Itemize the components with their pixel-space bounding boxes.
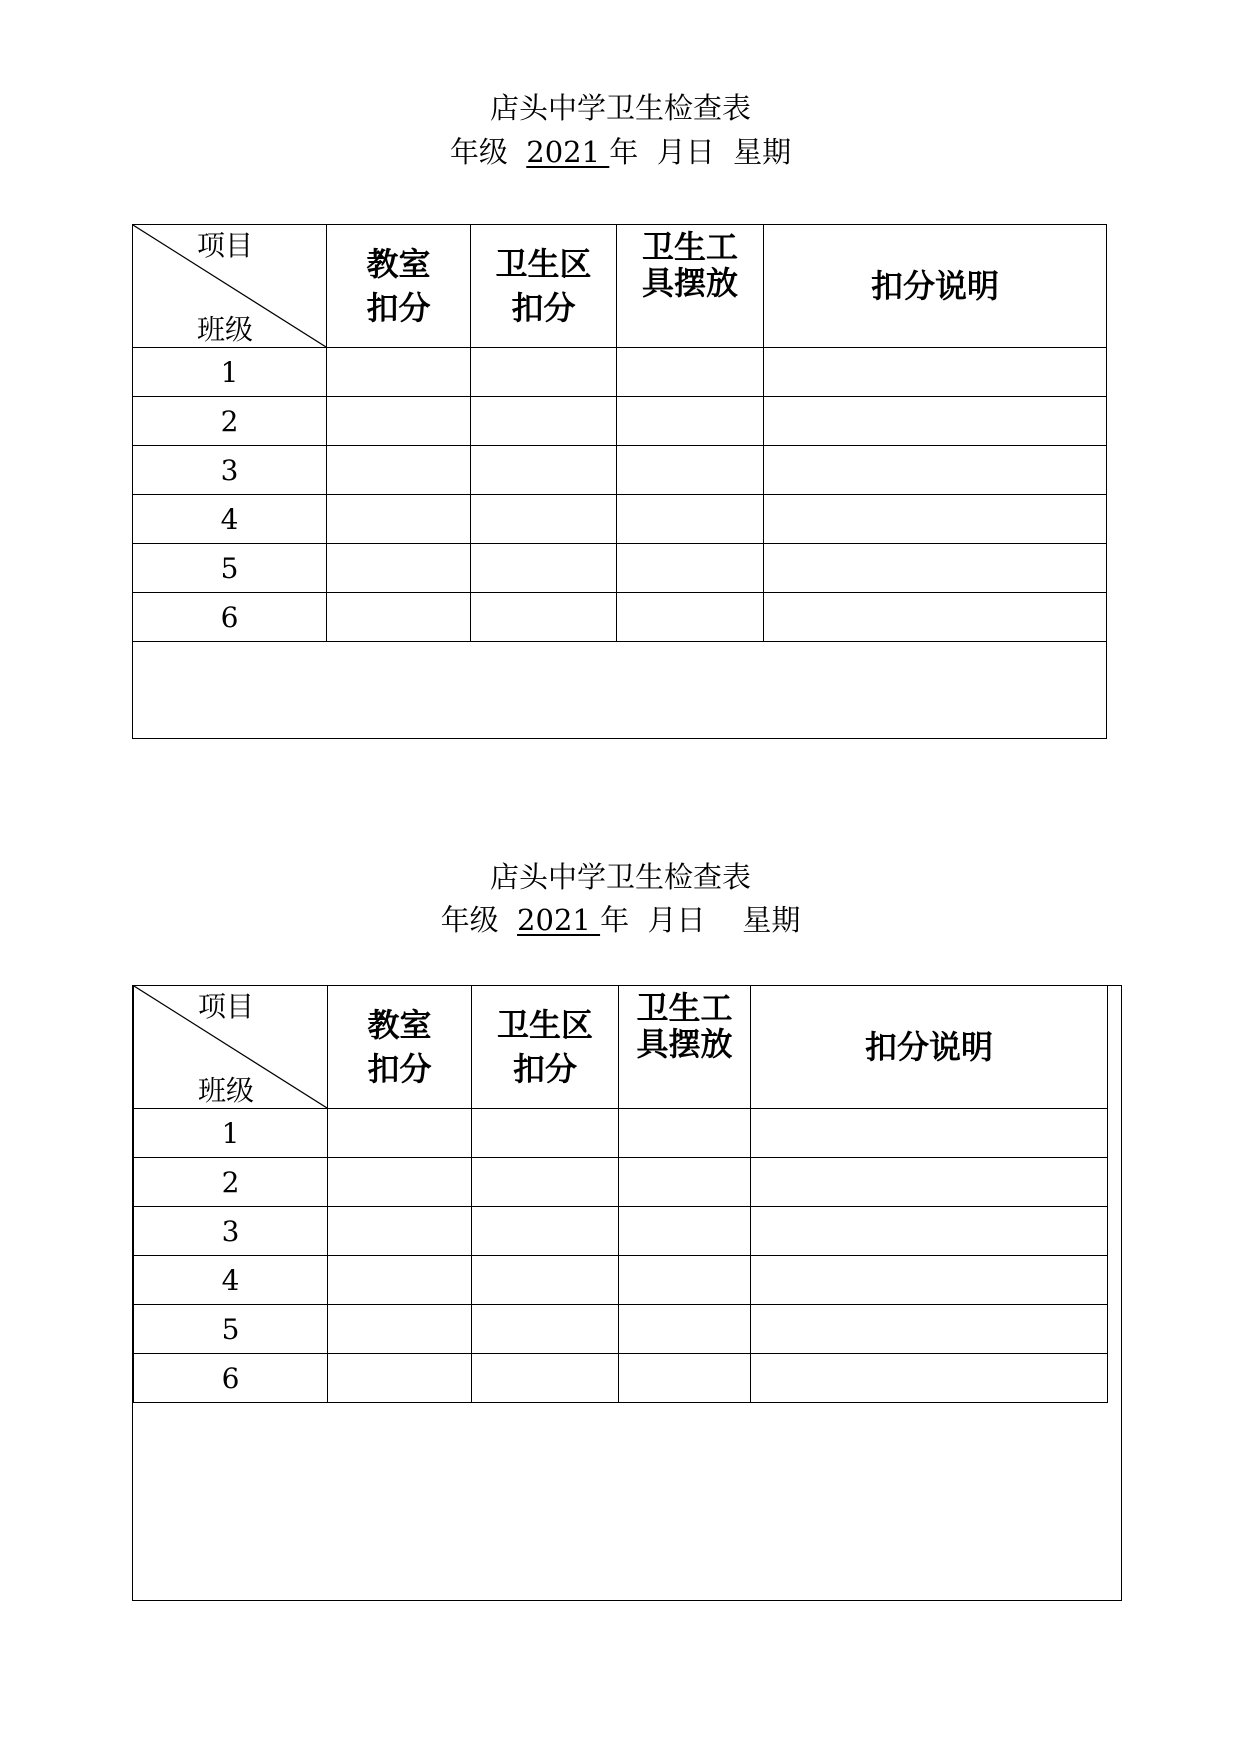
corner-item-label: 项目 bbox=[197, 229, 254, 262]
class-number: 6 bbox=[133, 593, 327, 642]
cell-input[interactable] bbox=[751, 1256, 1108, 1305]
table-row bbox=[133, 495, 1107, 544]
class-number: 6 bbox=[134, 1354, 328, 1403]
cell-input[interactable] bbox=[764, 348, 1107, 397]
cell-input[interactable] bbox=[327, 446, 471, 495]
col-header-tools: 卫生工 具摆放 bbox=[617, 225, 764, 348]
table-row bbox=[134, 1207, 1108, 1256]
sheet-1-table bbox=[132, 224, 1107, 739]
cell-input[interactable] bbox=[764, 397, 1107, 446]
class-number: 3 bbox=[133, 446, 327, 495]
cell-input[interactable] bbox=[751, 1305, 1108, 1354]
col-header-area: 卫生区 扣分 bbox=[472, 986, 619, 1109]
cell-input[interactable] bbox=[328, 1207, 472, 1256]
table-row bbox=[133, 397, 1107, 446]
sheet-2-title: 店头中学卫生检查表 bbox=[489, 860, 751, 894]
class-number: 2 bbox=[133, 397, 327, 446]
cell-input[interactable] bbox=[751, 1158, 1108, 1207]
class-number: 1 bbox=[134, 1109, 328, 1158]
cell-input[interactable] bbox=[617, 593, 764, 642]
table-row bbox=[134, 1109, 1108, 1158]
cell-input[interactable] bbox=[327, 348, 471, 397]
header-row bbox=[134, 986, 1108, 1109]
cell-input[interactable] bbox=[471, 446, 617, 495]
cell-input[interactable] bbox=[328, 1158, 472, 1207]
date-weekday-label: 年 月日 星期 bbox=[609, 135, 792, 169]
sheet-1-title: 店头中学卫生检查表 bbox=[489, 91, 751, 125]
col-header-classroom: 教室 扣分 bbox=[327, 225, 471, 348]
sheet-2-table bbox=[133, 985, 1108, 1403]
corner-item-label: 项目 bbox=[198, 990, 255, 1023]
cell-input[interactable] bbox=[764, 593, 1107, 642]
cell-input[interactable] bbox=[764, 495, 1107, 544]
cell-input[interactable] bbox=[471, 348, 617, 397]
cell-input[interactable] bbox=[751, 1207, 1108, 1256]
cell-input[interactable] bbox=[327, 495, 471, 544]
table-row bbox=[134, 1256, 1108, 1305]
table-row bbox=[133, 593, 1107, 642]
cell-input[interactable] bbox=[764, 446, 1107, 495]
cell-input[interactable] bbox=[328, 1109, 472, 1158]
year-value: 2021 bbox=[526, 135, 610, 169]
notes-area[interactable] bbox=[133, 642, 1107, 739]
cell-input[interactable] bbox=[617, 348, 764, 397]
header-row bbox=[133, 225, 1107, 348]
corner-class-label: 班级 bbox=[198, 1074, 255, 1107]
class-number: 1 bbox=[133, 348, 327, 397]
cell-input[interactable] bbox=[619, 1158, 751, 1207]
class-number: 2 bbox=[134, 1158, 328, 1207]
cell-input[interactable] bbox=[327, 544, 471, 593]
cell-input[interactable] bbox=[328, 1256, 472, 1305]
corner-cell bbox=[133, 225, 327, 348]
class-number: 4 bbox=[133, 495, 327, 544]
table-row bbox=[134, 1354, 1108, 1403]
year-value: 2021 bbox=[517, 903, 601, 937]
cell-input[interactable] bbox=[472, 1109, 619, 1158]
cell-input[interactable] bbox=[617, 544, 764, 593]
cell-input[interactable] bbox=[472, 1256, 619, 1305]
table-row bbox=[134, 1158, 1108, 1207]
cell-input[interactable] bbox=[327, 593, 471, 642]
table-row bbox=[133, 446, 1107, 495]
cell-input[interactable] bbox=[472, 1354, 619, 1403]
col-header-classroom: 教室 扣分 bbox=[328, 986, 472, 1109]
cell-input[interactable] bbox=[472, 1207, 619, 1256]
class-number: 3 bbox=[134, 1207, 328, 1256]
cell-input[interactable] bbox=[328, 1305, 472, 1354]
cell-input[interactable] bbox=[619, 1354, 751, 1403]
cell-input[interactable] bbox=[472, 1158, 619, 1207]
cell-input[interactable] bbox=[328, 1354, 472, 1403]
grade-label: 年级 bbox=[449, 135, 527, 169]
col-header-notes: 扣分说明 bbox=[764, 225, 1107, 348]
cell-input[interactable] bbox=[471, 593, 617, 642]
col-header-area: 卫生区 扣分 bbox=[471, 225, 617, 348]
notes-row bbox=[133, 642, 1107, 739]
corner-cell bbox=[134, 986, 328, 1109]
cell-input[interactable] bbox=[764, 544, 1107, 593]
cell-input[interactable] bbox=[751, 1109, 1108, 1158]
cell-input[interactable] bbox=[471, 495, 617, 544]
sheet-1-subtitle bbox=[0, 135, 1241, 169]
cell-input[interactable] bbox=[471, 397, 617, 446]
notes-area[interactable] bbox=[134, 1404, 1120, 1599]
corner-class-label: 班级 bbox=[197, 313, 254, 346]
table-row bbox=[134, 1305, 1108, 1354]
cell-input[interactable] bbox=[617, 495, 764, 544]
cell-input[interactable] bbox=[617, 397, 764, 446]
date-weekday-label: 年 月日 星期 bbox=[600, 903, 801, 937]
class-number: 5 bbox=[133, 544, 327, 593]
table-row bbox=[133, 348, 1107, 397]
sheet-2-subtitle bbox=[0, 903, 1241, 937]
cell-input[interactable] bbox=[619, 1207, 751, 1256]
cell-input[interactable] bbox=[619, 1305, 751, 1354]
cell-input[interactable] bbox=[472, 1305, 619, 1354]
class-number: 4 bbox=[134, 1256, 328, 1305]
cell-input[interactable] bbox=[619, 1256, 751, 1305]
grade-label: 年级 bbox=[440, 903, 518, 937]
cell-input[interactable] bbox=[751, 1354, 1108, 1403]
cell-input[interactable] bbox=[327, 397, 471, 446]
table-row bbox=[133, 544, 1107, 593]
col-header-notes: 扣分说明 bbox=[751, 986, 1108, 1109]
cell-input[interactable] bbox=[617, 446, 764, 495]
cell-input[interactable] bbox=[619, 1109, 751, 1158]
class-number: 5 bbox=[134, 1305, 328, 1354]
cell-input[interactable] bbox=[471, 544, 617, 593]
col-header-tools: 卫生工 具摆放 bbox=[619, 986, 751, 1109]
